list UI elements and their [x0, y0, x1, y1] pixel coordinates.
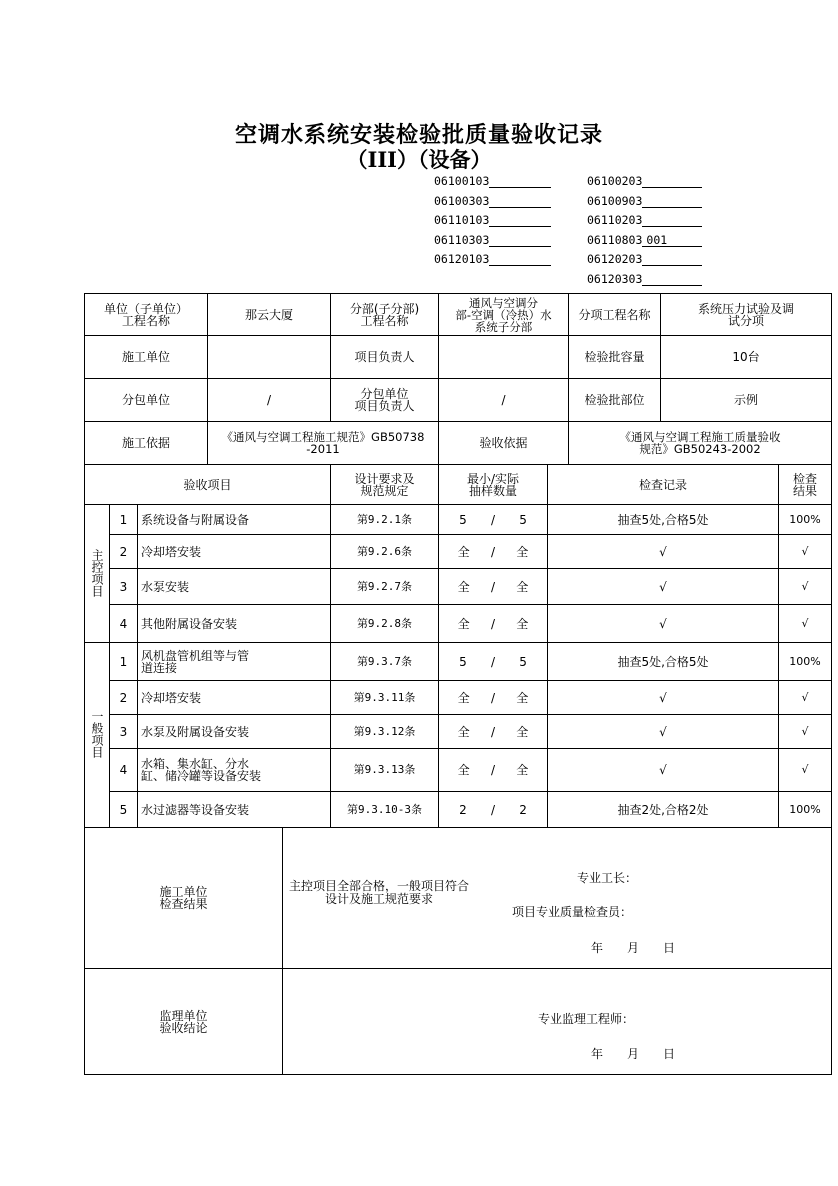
item-spec: 第9.3.12条 [331, 715, 439, 749]
item-number: 3 [110, 569, 138, 605]
builder-check-label: 施工单位 检查结果 [85, 828, 283, 969]
item-number: 1 [110, 505, 138, 535]
item-spec: 第9.2.1条 [331, 505, 439, 535]
col-header-item: 验收项目 [85, 465, 331, 505]
item-record: √ [548, 605, 779, 643]
sample-separator: / [490, 616, 495, 631]
code-number: 06100203 [587, 174, 643, 188]
item-result: √ [779, 605, 832, 643]
general-label-text: 一般项目 [90, 710, 104, 758]
sample-separator: / [490, 579, 495, 594]
item-sample [439, 605, 548, 643]
accept-basis-label: 验收依据 [439, 422, 569, 465]
builder-check-cell [283, 828, 832, 969]
sub-label: 分包单位 [85, 379, 208, 422]
sample-actual: 5 [519, 654, 527, 669]
table-row [85, 505, 832, 535]
code-entry [587, 272, 702, 286]
item-name: 风机盘管机组等与管 道连接 [138, 643, 331, 681]
table-row [85, 535, 832, 569]
code-entry [434, 213, 551, 227]
sample-actual: 全 [516, 690, 529, 705]
sample-min: 2 [459, 802, 467, 817]
foreman-label: 专业工长： [577, 871, 638, 885]
sub-pm-value: / [439, 379, 569, 422]
builder-value [208, 336, 331, 379]
sample-min: 全 [457, 724, 470, 739]
item-name: 冷却塔安装 [138, 535, 331, 569]
code-number: 06100303 [434, 193, 490, 208]
item-result: 100% [779, 792, 832, 828]
code-number: 06120303 [587, 272, 643, 286]
main-control-label-text: 主控项目 [90, 548, 104, 597]
table-row [85, 749, 832, 792]
item-result: √ [779, 749, 832, 792]
item-record: √ [548, 681, 779, 715]
item-result: √ [779, 569, 832, 605]
location-label: 检验批部位 [569, 379, 661, 422]
inspection-record-table [84, 293, 832, 1075]
sample-separator: / [490, 512, 496, 527]
pm-value [439, 336, 569, 379]
code-suffix [642, 252, 646, 266]
item-spec: 第9.3.13条 [331, 749, 439, 792]
sample-actual: 全 [516, 544, 529, 559]
item-spec: 第9.2.7条 [331, 569, 439, 605]
item-record: 抽查2处,合格2处 [548, 792, 779, 828]
item-number: 2 [110, 681, 138, 715]
sample-actual: 全 [516, 724, 529, 739]
code-suffix [642, 174, 646, 188]
table-row [85, 715, 832, 749]
code-entry [587, 194, 702, 208]
sample-actual: 全 [516, 579, 529, 594]
sample-actual: 2 [519, 802, 527, 817]
code-entry [434, 174, 551, 188]
sample-separator: / [490, 544, 495, 559]
sample-separator: / [490, 654, 496, 669]
sample-separator: / [490, 802, 496, 817]
code-blank-line [642, 174, 702, 188]
location-value: 示例 [661, 379, 832, 422]
supervisor-engineer-label: 专业监理工程师： [538, 1012, 635, 1026]
supervisor-label: 监理单位 验收结论 [85, 969, 283, 1075]
sample-min: 5 [459, 654, 467, 669]
item-spec: 第9.3.7条 [331, 643, 439, 681]
code-blank-line [642, 252, 702, 266]
code-blank-line [642, 233, 702, 247]
item-number: 4 [110, 749, 138, 792]
item-record: 抽查5处,合格5处 [548, 643, 779, 681]
item-name: 水泵安装 [138, 569, 331, 605]
code-blank-line [489, 233, 551, 247]
item-sample [439, 681, 548, 715]
item-number: 2 [110, 535, 138, 569]
item-name: 水箱、集水缸、分水 缸、储冷罐等设备安装 [138, 749, 331, 792]
sample-actual: 5 [519, 512, 527, 527]
sample-min: 5 [459, 512, 467, 527]
item-sample [439, 792, 548, 828]
sample-min: 全 [457, 690, 470, 705]
col-header-result: 检查 结果 [779, 465, 832, 505]
table-row [85, 681, 832, 715]
code-blank-line [642, 213, 702, 227]
unit-label: 单位（子单位） 工程名称 [85, 294, 208, 336]
col-header-spec: 设计要求及 规范规定 [331, 465, 439, 505]
pm-label: 项目负责人 [331, 336, 439, 379]
item-sample [439, 749, 548, 792]
builder-check-date: 年 月 日 [591, 941, 676, 955]
code-number: 06120203 [587, 252, 643, 267]
code-entry [434, 252, 551, 266]
code-blank-line [642, 194, 702, 208]
item-spec: 第9.2.8条 [331, 605, 439, 643]
sample-actual: 全 [516, 763, 529, 777]
code-number: 06100103 [434, 174, 490, 188]
item-sample [439, 569, 548, 605]
item-number: 3 [110, 715, 138, 749]
item-spec: 第9.2.6条 [331, 535, 439, 569]
item-sample [439, 643, 548, 681]
code-entry [587, 252, 702, 266]
item-result: √ [779, 681, 832, 715]
item-record: √ [548, 569, 779, 605]
capacity-label: 检验批容量 [569, 336, 661, 379]
main-control-label [85, 505, 110, 643]
general-items [85, 643, 832, 828]
item-record: √ [548, 749, 779, 792]
main-items [85, 505, 832, 643]
page-title: 空调水系统安装检验批质量验收记录 [234, 122, 603, 148]
sub-pm-label: 分包单位 项目负责人 [331, 379, 439, 422]
item-spec: 第9.3.11条 [331, 681, 439, 715]
item-name: 水泵及附属设备安装 [138, 715, 331, 749]
col-header-record: 检查记录 [548, 465, 779, 505]
basis-label: 施工依据 [85, 422, 208, 465]
code-number: 06110303 [434, 232, 490, 247]
inspector-label: 项目专业质量检查员： [512, 905, 633, 919]
code-suffix [642, 272, 646, 286]
item-record: 抽查5处,合格5处 [548, 505, 779, 535]
code-blank-line [489, 252, 551, 266]
code-number: 06110203 [587, 213, 643, 228]
item-sample [439, 505, 548, 535]
item-record: √ [548, 535, 779, 569]
item-label: 分项工程名称 [569, 294, 661, 336]
table-row [85, 643, 832, 681]
item-result: 100% [779, 643, 832, 681]
sample-min: 全 [457, 579, 470, 594]
sub-value: / [208, 379, 331, 422]
code-blank-line [489, 213, 551, 227]
supervisor-cell [283, 969, 832, 1075]
col-header-sample: 最小/实际 抽样数量 [439, 465, 548, 505]
item-sample [439, 715, 548, 749]
item-number: 4 [110, 605, 138, 643]
unit-value: 那云大厦 [208, 294, 331, 336]
sample-separator: / [490, 724, 495, 739]
table-row [85, 569, 832, 605]
item-value: 系统压力试验及调 试分项 [661, 294, 832, 336]
builder-label: 施工单位 [85, 336, 208, 379]
item-name: 水过滤器等设备安装 [138, 792, 331, 828]
part-label: 分部(子分部) 工程名称 [331, 294, 439, 336]
code-suffix [642, 213, 646, 227]
sample-min: 全 [457, 763, 470, 777]
general-label [85, 643, 110, 828]
item-sample [439, 535, 548, 569]
part-value: 通风与空调分 部-空调（冷热）水 系统子分部 [439, 294, 569, 336]
code-number: 06100903 [587, 193, 643, 208]
item-name: 系统设备与附属设备 [138, 505, 331, 535]
sample-min: 全 [457, 616, 470, 631]
item-result: 100% [779, 505, 832, 535]
code-suffix: 001 [646, 232, 668, 247]
sample-actual: 全 [516, 616, 529, 631]
item-record: √ [548, 715, 779, 749]
item-number: 1 [110, 643, 138, 681]
capacity-value: 10台 [661, 336, 832, 379]
item-number: 5 [110, 792, 138, 828]
table-row [85, 792, 832, 828]
code-number: 06110803 [587, 232, 643, 247]
builder-check-comment: 主控项目全部合格，一般项目符合 设计及施工规范要求 [289, 879, 470, 906]
sample-separator: / [490, 690, 495, 705]
basis-value: 《通风与空调工程施工规范》GB50738 -2011 [208, 422, 439, 465]
code-blank-line [489, 194, 551, 208]
sample-min: 全 [457, 544, 470, 559]
code-entry [587, 174, 702, 188]
code-entry [434, 233, 551, 247]
code-number: 06120103 [434, 252, 490, 267]
table-row [85, 605, 832, 643]
code-entry [587, 213, 702, 227]
code-suffix [642, 194, 646, 208]
code-number: 06110103 [434, 213, 490, 228]
page-subtitle: （III）（设备） [346, 147, 492, 172]
item-name: 其他附属设备安装 [138, 605, 331, 643]
code-entry [434, 194, 551, 208]
code-blank-line [642, 272, 702, 286]
code-blank-line [489, 174, 551, 188]
item-result: √ [779, 535, 832, 569]
item-spec: 第9.3.10-3条 [331, 792, 439, 828]
supervisor-date: 年 月 日 [591, 1047, 676, 1061]
code-entry [587, 233, 702, 247]
item-result: √ [779, 715, 832, 749]
accept-basis-value: 《通风与空调工程施工质量验收 规范》GB50243-2002 [569, 422, 832, 465]
sample-separator: / [490, 763, 495, 777]
item-name: 冷却塔安装 [138, 681, 331, 715]
